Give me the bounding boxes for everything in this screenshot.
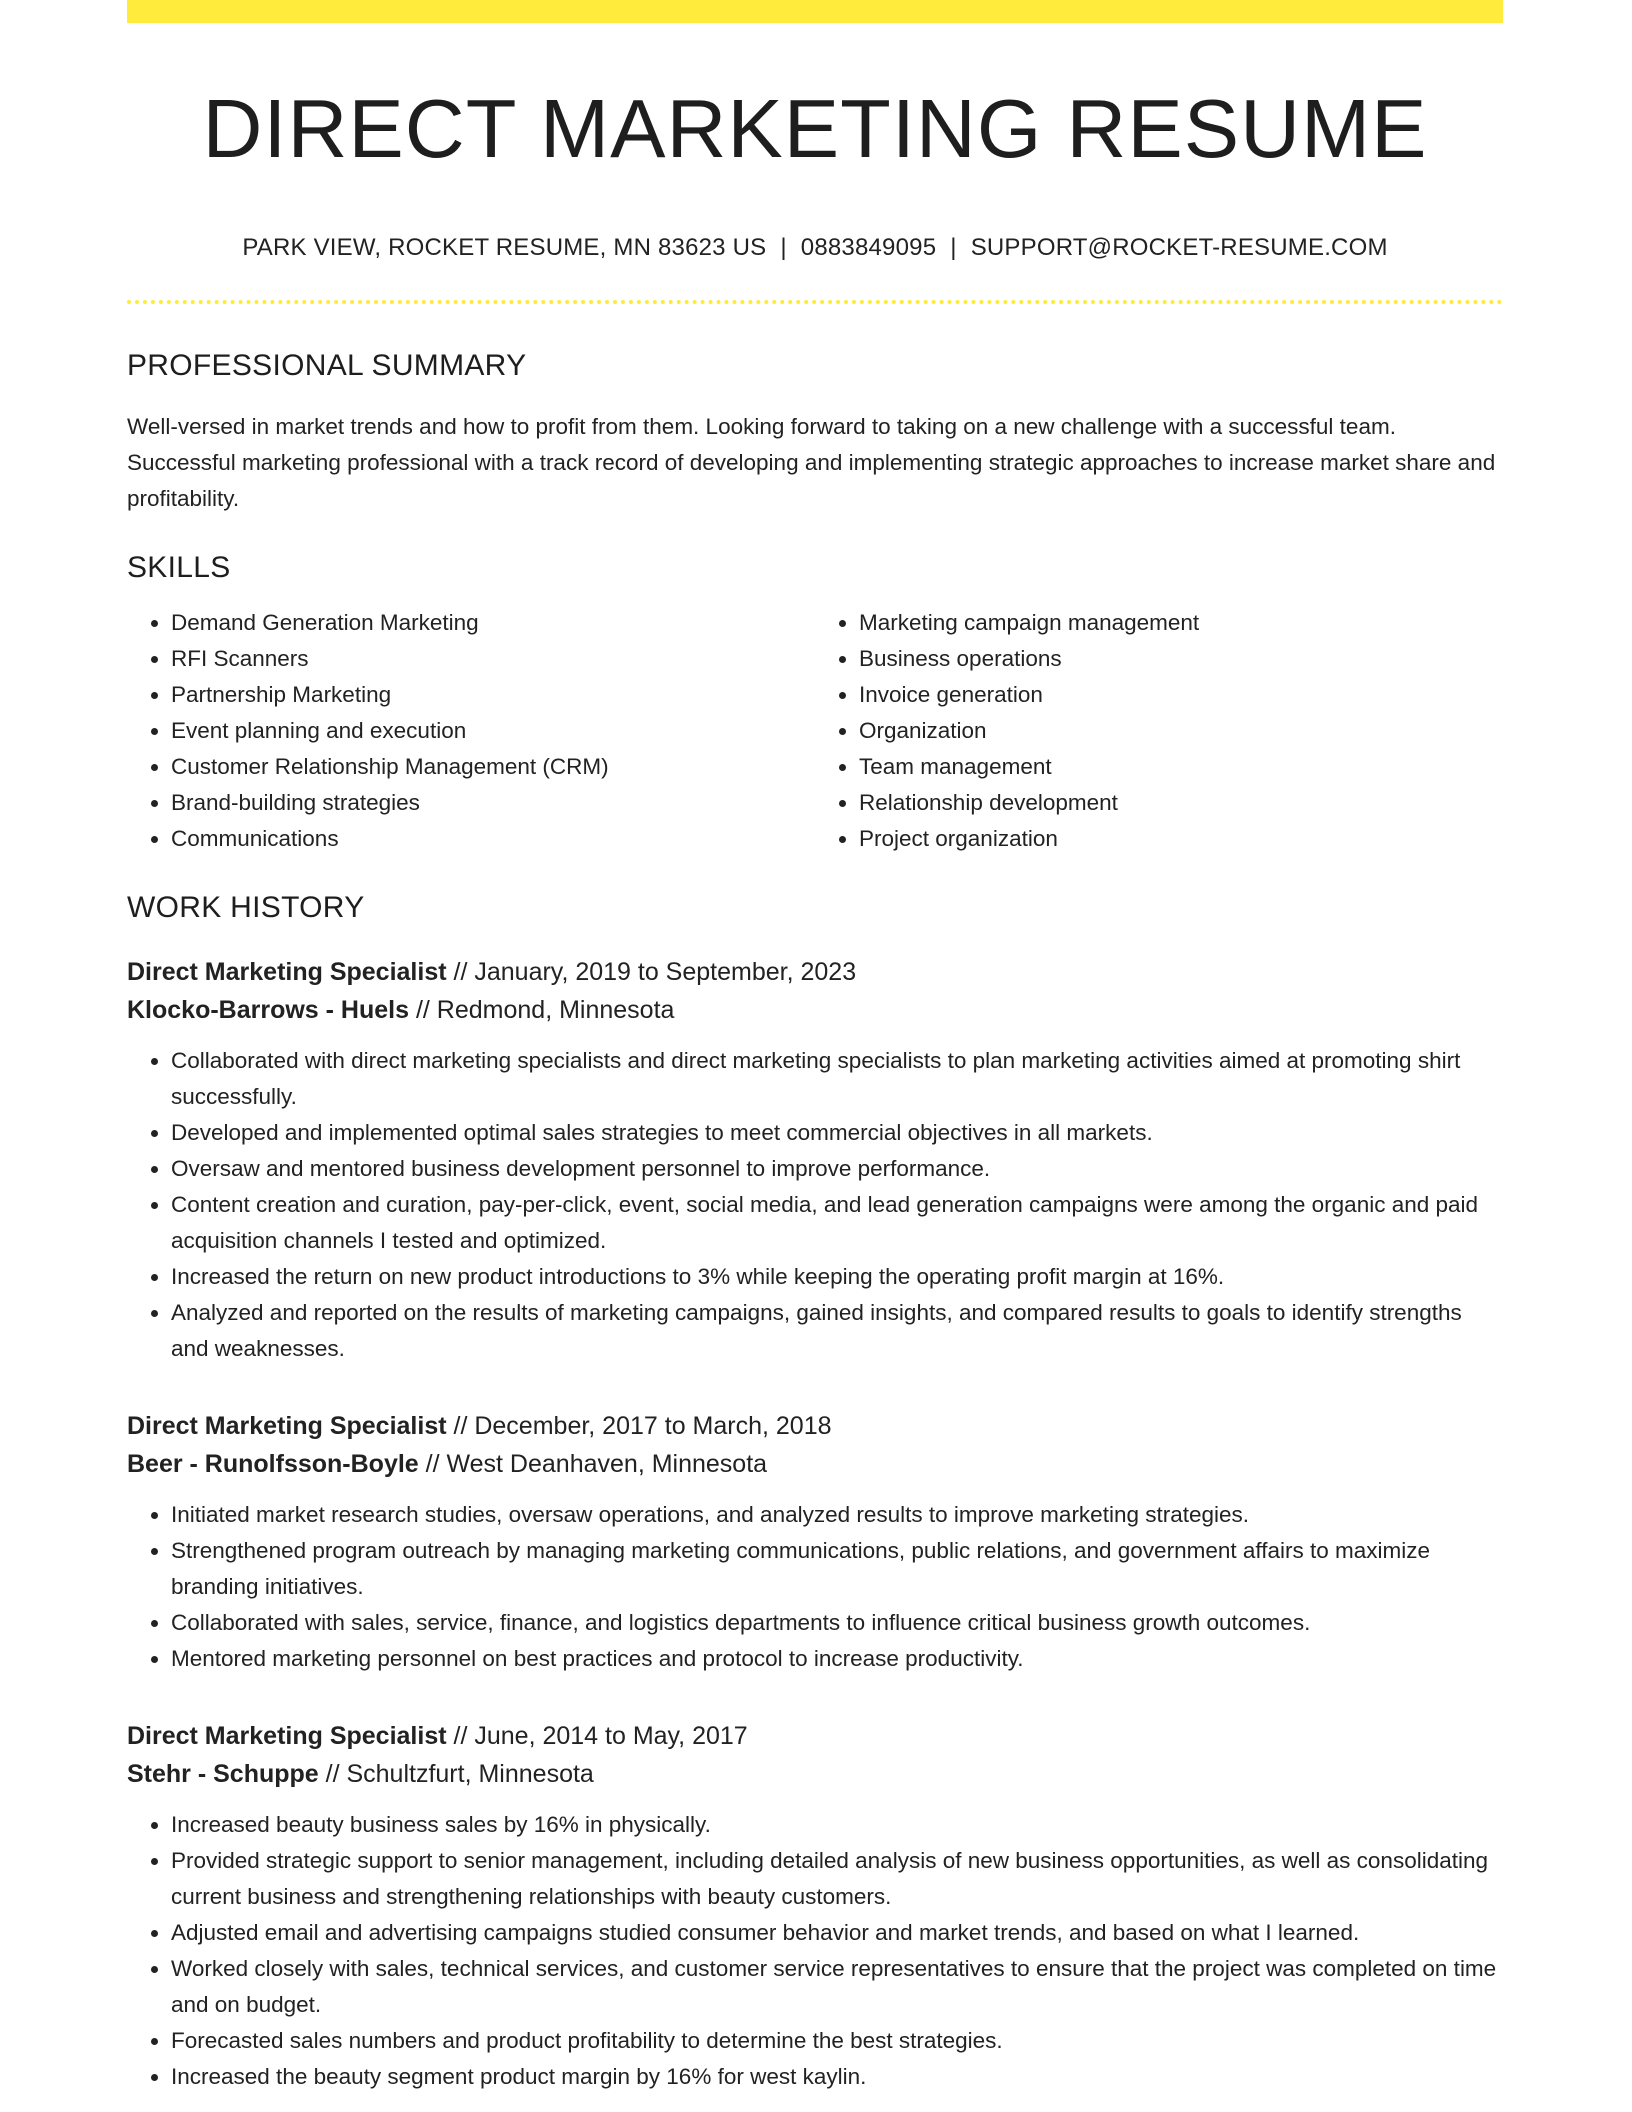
summary-heading: PROFESSIONAL SUMMARY: [127, 349, 527, 383]
job-bullet: • Increased beauty business sales by 16% in physically.: [171, 1807, 1503, 1843]
job-bullets: [127, 1497, 1503, 1677]
job-bullet: • Analyzed and reported on the results of marketing campaigns, gained insights, and compared results to goals to identify strengths and weaknesses.: [171, 1295, 1503, 1367]
job-bullet: • Collaborated with direct marketing specialists and direct marketing specialists to plan marketing activities aimed at promoting shirt successfully.: [171, 1043, 1503, 1115]
job-entry: [127, 1717, 1503, 2095]
contact-line: [127, 234, 1503, 262]
accent-bar: [127, 0, 1503, 23]
job-bullet: • Worked closely with sales, technical services, and customer service representatives to ensure that the project was completed on time and on budget.: [171, 1951, 1503, 2023]
job-bullet: • Forecasted sales numbers and product profitability to determine the best strategies.: [171, 2023, 1503, 2059]
job-dates: // January, 2019 to September, 2023: [453, 958, 857, 987]
job-location: // Redmond, Minnesota: [415, 996, 675, 1025]
job-bullet: • Provided strategic support to senior management, including detailed analysis of new business opportunities, as well as consolidating current business and strengthening relationships with beauty customers.: [171, 1843, 1503, 1915]
contact-separator: |: [780, 234, 787, 262]
job-bullet: • Adjusted email and advertising campaigns studied consumer behavior and market trends, and based on what I learned.: [171, 1915, 1503, 1951]
skill-item: • Brand-building strategies: [171, 785, 815, 821]
skill-item: • Marketing campaign management: [859, 605, 1503, 641]
job-bullet: • Increased the return on new product introductions to 3% while keeping the operating profit margin at 16%.: [171, 1259, 1503, 1295]
resume-page: [127, 0, 1503, 2095]
skills-right-list: [815, 605, 1503, 857]
job-location: // West Deanhaven, Minnesota: [425, 1450, 768, 1479]
skill-item: • Project organization: [859, 821, 1503, 857]
job-entry: [127, 953, 1503, 1367]
skill-item: • Organization: [859, 713, 1503, 749]
job-role-line: [127, 1717, 1503, 1755]
summary-text: Well-versed in market trends and how to profit from them. Looking forward to taking on a new challenge with a successful team. Successful marketing professional with a track record of developing and implementing strategic approaches to increase market share and profitability.: [127, 414, 1496, 512]
contact-email: SUPPORT@ROCKET-RESUME.COM: [970, 234, 1388, 262]
skill-item: • Communications: [171, 821, 815, 857]
skill-item: • Team management: [859, 749, 1503, 785]
header-divider: [127, 300, 1503, 304]
job-bullet: • Developed and implemented optimal sales strategies to meet commercial objectives in all markets.: [171, 1115, 1503, 1151]
job-bullet: • Mentored marketing personnel on best practices and protocol to increase productivity.: [171, 1641, 1503, 1677]
skill-item: • RFI Scanners: [171, 641, 815, 677]
work-history-heading: WORK HISTORY: [127, 891, 365, 925]
job-role: Direct Marketing Specialist: [127, 1412, 447, 1441]
job-company-line: [127, 991, 1503, 1029]
job-role-line: [127, 953, 1503, 991]
summary-section: [127, 349, 1503, 517]
job-bullet: • Collaborated with sales, service, finance, and logistics departments to influence critical business growth outcomes.: [171, 1605, 1503, 1641]
job-company-line: [127, 1755, 1503, 1793]
work-history-section: [127, 891, 1503, 2095]
contact-address: PARK VIEW, ROCKET RESUME, MN 83623 US: [242, 234, 767, 262]
job-role: Direct Marketing Specialist: [127, 1722, 447, 1751]
job-dates: // June, 2014 to May, 2017: [453, 1722, 748, 1751]
job-company: Stehr - Schuppe: [127, 1760, 319, 1789]
resume-title: DIRECT MARKETING RESUME: [202, 82, 1428, 175]
skill-item: • Business operations: [859, 641, 1503, 677]
skills-left-list: [127, 605, 815, 857]
skill-item: • Invoice generation: [859, 677, 1503, 713]
job-company: Klocko-Barrows - Huels: [127, 996, 410, 1025]
contact-separator: |: [950, 234, 957, 262]
contact-phone: 0883849095: [800, 234, 937, 262]
job-entry: [127, 1407, 1503, 1677]
skills-heading: SKILLS: [127, 551, 231, 585]
job-company: Beer - Runolfsson-Boyle: [127, 1450, 419, 1479]
job-bullet: • Content creation and curation, pay-per-click, event, social media, and lead generation campaigns were among the organic and paid acquisition channels I tested and optimized.: [171, 1187, 1503, 1259]
job-bullet: • Initiated market research studies, oversaw operations, and analyzed results to improve marketing strategies.: [171, 1497, 1503, 1533]
job-location: // Schultzfurt, Minnesota: [325, 1760, 594, 1789]
skill-item: • Customer Relationship Management (CRM): [171, 749, 815, 785]
job-bullets: [127, 1807, 1503, 2095]
job-role: Direct Marketing Specialist: [127, 958, 447, 987]
skill-item: • Partnership Marketing: [171, 677, 815, 713]
job-bullet: • Oversaw and mentored business development personnel to improve performance.: [171, 1151, 1503, 1187]
skills-section: [127, 551, 1503, 857]
skill-item: • Relationship development: [859, 785, 1503, 821]
job-bullet: • Increased the beauty segment product margin by 16% for west kaylin.: [171, 2059, 1503, 2095]
skills-columns: [127, 605, 1503, 857]
skill-item: • Demand Generation Marketing: [171, 605, 815, 641]
job-role-line: [127, 1407, 1503, 1445]
skill-item: • Event planning and execution: [171, 713, 815, 749]
job-dates: // December, 2017 to March, 2018: [453, 1412, 832, 1441]
job-company-line: [127, 1445, 1503, 1483]
job-bullet: • Strengthened program outreach by managing marketing communications, public relations, and government affairs to maximize branding initiatives.: [171, 1533, 1503, 1605]
job-bullets: [127, 1043, 1503, 1367]
